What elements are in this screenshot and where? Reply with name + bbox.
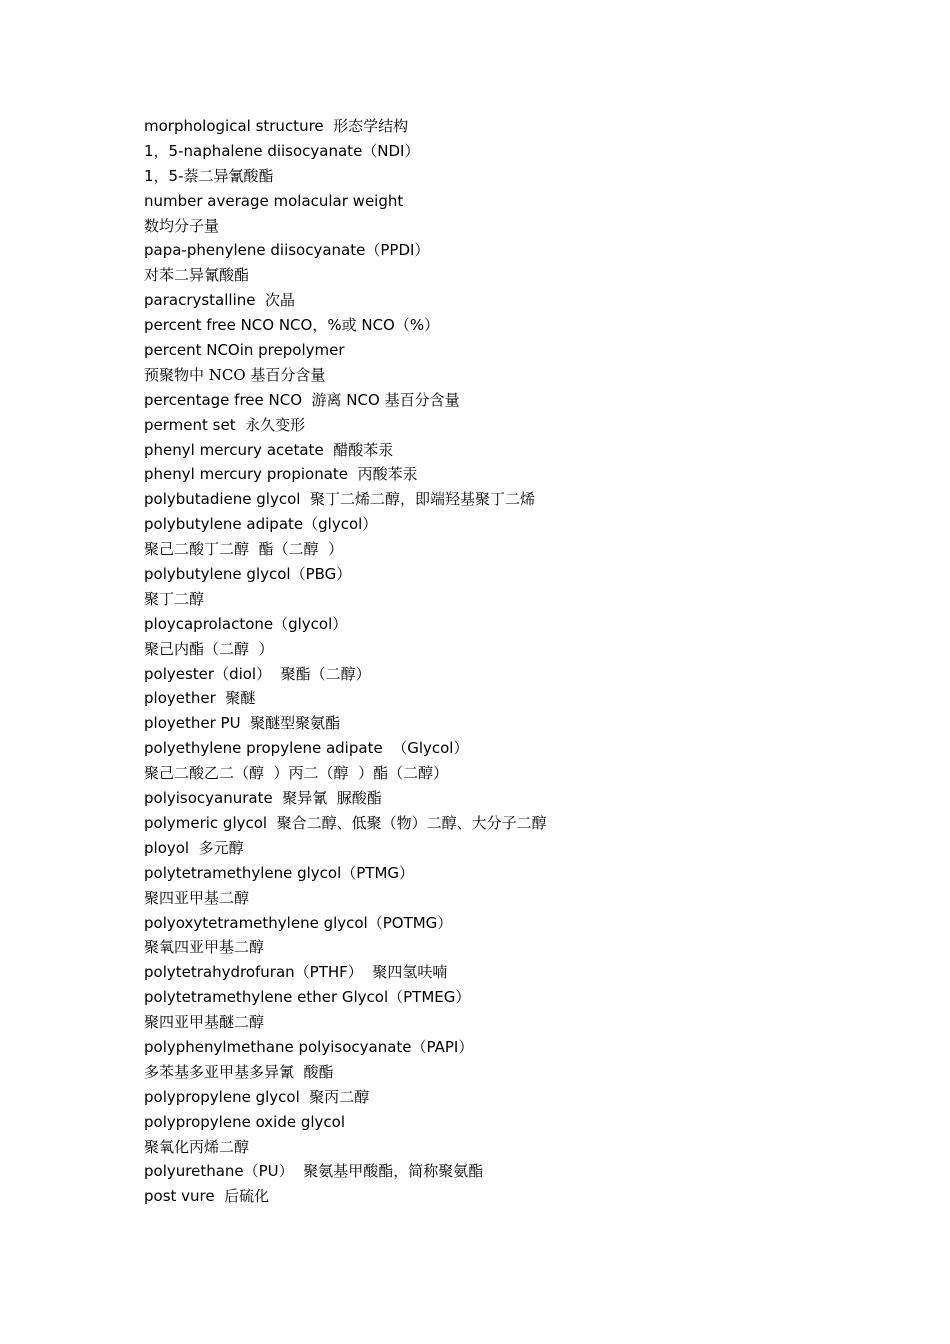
glossary-line: polytetramethylene ether Glycol（PTMEG） [144, 988, 471, 1007]
glossary-line: morphological structure 形态学结构 [144, 117, 409, 135]
glossary-line: percentage free NCO 游离 NCO 基百分含量 [144, 390, 460, 409]
glossary-line: polyester（diol） 聚酯（二醇） [144, 664, 371, 683]
glossary-line: polytetrahydrofuran（PTHF） 聚四氢呋喃 [144, 963, 448, 982]
glossary-line: number average molacular weight [144, 191, 404, 210]
glossary-line: 聚己内酯（二醇 ） [144, 639, 274, 658]
glossary-line: 聚己二酸丁二醇 酯（二醇 ） [144, 540, 344, 559]
glossary-line: 聚己二酸乙二（醇 ）丙二（醇 ）酯（二醇） [144, 764, 449, 783]
glossary-line: papa-phenylene diisocyanate（PPDI） [144, 241, 430, 260]
glossary-line: polyoxytetramethylene glycol（POTMG） [144, 913, 453, 932]
glossary-line: 聚四亚甲基醚二醇 [144, 1013, 265, 1032]
glossary-line: phenyl mercury acetate 醋酸苯汞 [144, 440, 394, 459]
glossary-line: 对苯二异氰酸酯 [144, 266, 250, 285]
glossary-line: 聚氧化丙烯二醇 [144, 1137, 250, 1156]
glossary-line: 1，5-naphalene diisocyanate（NDI） [144, 141, 420, 160]
glossary-line: polybutadiene glycol 聚丁二烯二醇，即端羟基聚丁二烯 [144, 490, 535, 509]
glossary-line: polypropylene glycol 聚丙二醇 [144, 1087, 370, 1106]
glossary-line: polyethylene propylene adipate （Glycol） [144, 739, 469, 758]
glossary-line: ploycaprolactone（glycol） [144, 614, 348, 633]
glossary-line: ployether PU 聚醚型聚氨酯 [144, 714, 341, 733]
glossary-line: polytetramethylene glycol（PTMG） [144, 863, 415, 882]
glossary-line: polyphenylmethane polyisocyanate（PAPI） [144, 1037, 474, 1056]
glossary-line: 数均分子量 [144, 216, 220, 235]
glossary-line: polybutylene glycol（PBG） [144, 565, 352, 584]
glossary-line: ployol 多元醇 [144, 838, 244, 857]
glossary-line: 1，5-萘二异氰酸酯 [144, 166, 274, 185]
glossary-line: ployether 聚醚 [144, 689, 256, 708]
glossary-line: perment set 永久变形 [144, 415, 306, 434]
glossary-line: 聚氧四亚甲基二醇 [144, 938, 265, 957]
glossary-line: 聚四亚甲基二醇 [144, 888, 250, 907]
glossary-line: 多苯基多亚甲基多异氰 酸酯 [144, 1062, 334, 1081]
glossary-list [144, 114, 547, 1209]
glossary-line: phenyl mercury propionate 丙酸苯汞 [144, 465, 418, 484]
glossary-line: percent NCOin prepolymer [144, 341, 345, 360]
glossary-line: 聚丁二醇 [144, 589, 205, 608]
glossary-line: polyisocyanurate 聚异氰 脲酸酯 [144, 789, 382, 808]
glossary-line: polypropylene oxide glycol [144, 1112, 346, 1131]
glossary-line: percent free NCO NCO，%或 NCO（%） [144, 316, 440, 335]
glossary-line: 预聚物中 NCO 基百分含量 [144, 365, 326, 384]
glossary-line: polymeric glycol 聚合二醇、低聚（物）二醇、大分子二醇 [144, 813, 547, 832]
glossary-line: polyurethane（PU） 聚氨基甲酸酯，简称聚氨酯 [144, 1162, 484, 1181]
glossary-line: paracrystalline 次晶 [144, 291, 296, 310]
glossary-line: post vure 后硫化 [144, 1187, 270, 1206]
glossary-line: polybutylene adipate（glycol） [144, 515, 378, 534]
